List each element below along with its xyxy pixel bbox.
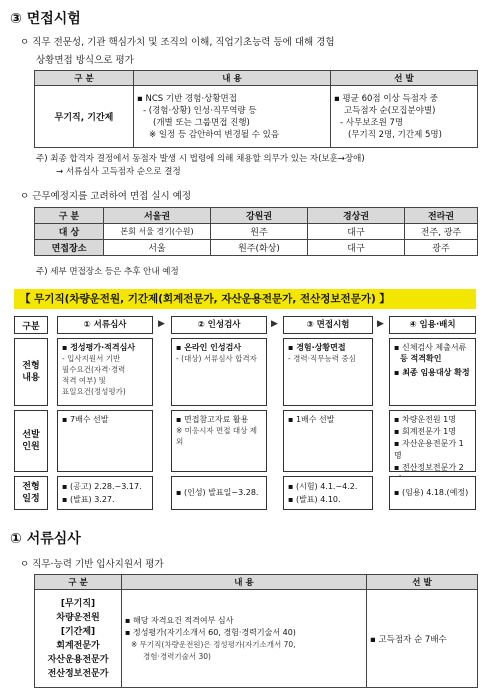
text: - 경력·직무능력 중심 [288,354,356,363]
flow-label-select: 선발 인원 [14,410,48,472]
text: ▪ 신체검사 제출서류 [394,343,467,352]
text: ※ 미응시자 면접 대상 제외 [176,426,258,446]
content-line: ▪ 해당 자격요건 적격여부 심사 [125,615,234,625]
content-personality [171,338,267,406]
position-banner: 【 무기직(차량운전원, 기간제(회계전문가, 자산운용전문가, 전산정보전문가) 】 [14,289,476,309]
text: ▪ 7배수 선발 [62,415,109,424]
cell: 대구 [308,240,405,256]
th: 전라권 [405,208,478,224]
th: 강원권 [211,208,308,224]
th: 경상권 [308,208,405,224]
th: 구 분 [35,208,104,224]
text: ▪ 자산운용전문가 1명 [394,439,464,460]
flow-label-category: 구분 [14,316,48,334]
text: ▪ 전산정보전문가 2 [394,463,464,472]
step-appointment: ④ 임용·배치 [389,316,476,334]
step-personality: ② 인성검사 [171,316,267,334]
text: ▪ 회계전문가 1명 [394,427,456,436]
select-cell: ▪ 고득점자 순 7배수 [367,590,478,688]
bullet-line: ㅇ 직무·능력 기반 입사지원서 평가 [20,559,164,570]
document-table [34,574,478,688]
schedule-document [57,476,153,510]
cell: 서울 [104,240,211,256]
arrow-icon: ▶ [158,319,165,329]
th-select: 선 발 [331,71,478,86]
note-line: 주) 최종 합격자 결정에서 동점자 발생 시 법령에 의해 채용할 의무가 있는 자(보훈→장애) [36,154,365,164]
text: - 입사지원서 기반 [62,354,121,363]
select-appointment [389,410,476,472]
text: ▪ 경험·상황면접 [288,343,346,352]
section-title-interview: ③ 면접시험 [10,11,81,27]
content-interview [283,338,373,406]
select-line: - 사무보조원 7명 [340,117,404,128]
step-document: ① 서류심사 [57,316,153,334]
th: 구 분 [35,575,122,590]
text: ▪ (공고) 2.28.~3.17. [62,482,142,491]
schedule-appointment [389,476,476,510]
cell: 대 상 [35,224,104,240]
content-document [57,338,153,406]
cell: 광주 [405,240,478,256]
text: ▪ (발표) 4.10. [288,495,341,504]
bullet-line: ㅇ 직무 전문성, 기관 핵심가치 및 조직의 이해, 직업기초능력 등에 대해 경험 [20,37,335,48]
note-line: 주) 세부 면접장소 등은 추후 안내 예정 [36,267,179,277]
arrow-icon: ▶ [271,319,278,329]
label-line: 전산정보전문가 [47,668,109,679]
text: ▪ 면접참고자료 활용 [176,415,249,424]
interview-table [34,70,478,148]
flow-label-schedule: 전형 일정 [14,476,48,510]
step-interview: ③ 면접시험 [283,316,373,334]
cell: 원주(화상) [211,240,308,256]
text: 등 적격확인 [400,354,442,363]
label-line: [기간제] [60,626,96,637]
text: ▪ (인성) 발표일~3.28. [176,488,259,497]
select-document [57,410,153,472]
text: ▪ 온라인 인성검사 [176,343,242,352]
text: ▪ 최종 임용대상 확정 [394,368,470,377]
select-interview [283,410,373,472]
content-line: 경험·경력기술서 30) [143,651,211,661]
text: ▪ (발표) 3.27. [62,495,115,504]
label-line: [무기직] [60,598,96,609]
bullet-line-cont: 상황면접 방식으로 평가 [36,55,134,66]
arrow-icon: ▶ [377,319,384,329]
text: 필수요건(자격·경력 [62,365,126,374]
text: ▪ (임용) 4.18.(예정) [394,488,469,497]
text: ▪ 차량운전원 1명 [394,415,456,424]
row-label: 무기직, 기간제 [35,86,134,148]
content-line: ▪ NCS 기반 경험·상황면접 [137,93,237,104]
select-line: ▪ 평균 60점 이상 득점자 중 [334,93,438,104]
select-line: (무기직 2명, 기간제 5명) [348,129,442,140]
text: ▪ 정성평가·적격심사 [62,343,136,352]
schedule-interview [283,476,373,510]
text: - (대상) 서류심사 합격자 [176,354,257,363]
select-personality [171,410,267,472]
cell: 대구 [308,224,405,240]
content-line: ※ 일정 등 감안하여 변경될 수 있음 [149,129,280,140]
content-line: ▪ 정성평가(자기소개서 60, 경험·경력기술서 40) [125,627,296,637]
cell: 면접장소 [35,240,104,256]
th: 선 발 [367,575,478,590]
content-appointment [389,338,476,406]
label-line: 차량운전원 [56,612,100,623]
flow-label-content: 전형 내용 [14,338,48,406]
th-content: 내 용 [134,71,331,86]
text: ▪ 1배수 선발 [288,415,335,424]
bullet-line: ㅇ 근무예정지를 고려하여 면접 실시 예정 [20,191,192,202]
content-line: ※ 무기직(차량운전원)은 정성평가(자기소개서 70, [131,639,296,649]
th: 서울권 [104,208,211,224]
cell: 본회 서울 경기(수원) [104,224,211,240]
content-line: - (경험·상황) 인성·직무역량 등 [143,105,257,116]
section-title-document: ① 서류심사 [10,531,81,547]
text: ▪ (시험) 4.1.~4.2. [288,482,358,491]
select-line: 고득점자 순(모집분야별) [344,105,436,116]
content-line: (개별 또는 그룹면접 진행) [153,117,250,128]
cell: 원주 [211,224,308,240]
location-table [34,207,478,256]
label-line: 회계전문가 [56,640,100,651]
note-line: → 서류심사 고득점자 순으로 결정 [56,167,181,177]
th-category: 구 분 [35,71,134,86]
schedule-personality [171,476,267,510]
cell: 전주, 광주 [405,224,478,240]
text: 표일요건(정성평가) [62,387,126,396]
label-line: 자산운용전문가 [47,654,109,665]
th: 내 용 [122,575,367,590]
text: 적격 여부) 및 [62,376,106,385]
